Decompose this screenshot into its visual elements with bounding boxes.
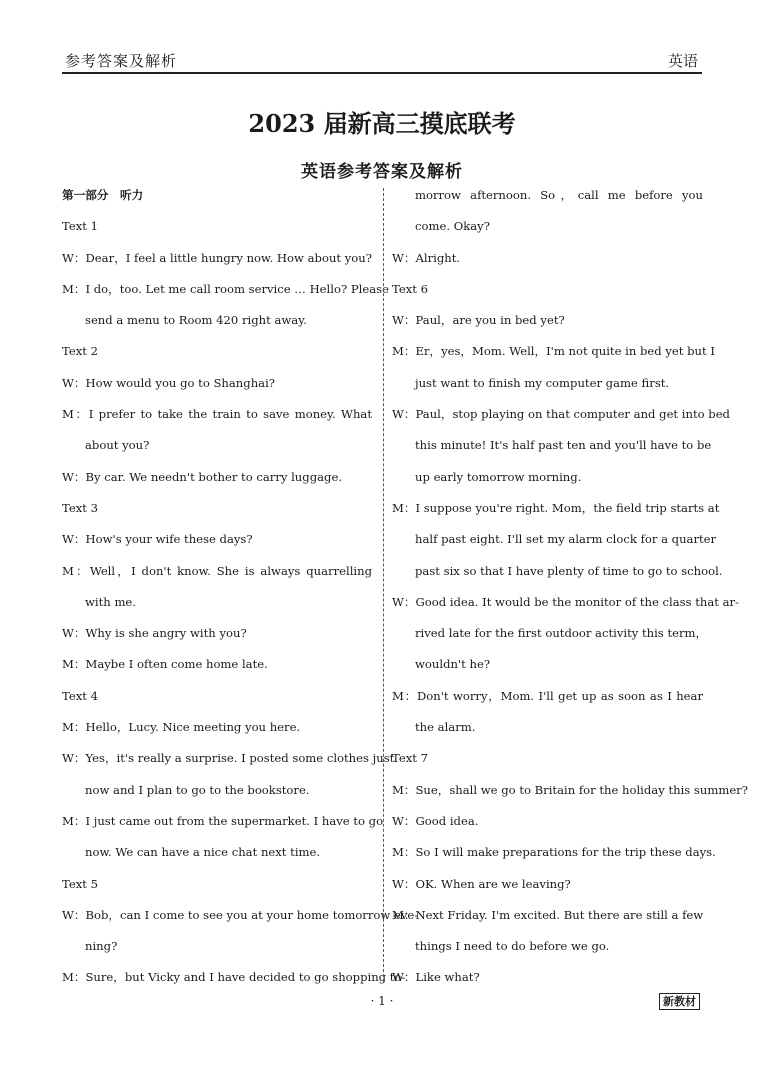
dialogue-line: wouldn't he? — [415, 657, 491, 672]
dialogue-line: W：Dear，I feel a little hungry now. How about you? — [62, 250, 372, 265]
dialogue-line: W：Why is she angry with you? — [62, 626, 247, 641]
dialogue-line: W：Good idea. — [392, 813, 479, 828]
dialogue-line: now. We can have a nice chat next time. — [85, 845, 321, 860]
dialogue-line: rived late for the first outdoor activity this term， — [415, 626, 708, 641]
dialogue-line: with me. — [85, 594, 136, 609]
dialogue-line: M：Maybe I often come home late. — [62, 657, 268, 672]
text-heading: Text 7 — [392, 751, 428, 766]
dialogue-line: W：Paul，stop playing on that computer and get into bed — [392, 407, 730, 422]
dialogue-line: past six so that I have plenty of time to go to school. — [415, 563, 723, 578]
column-divider — [383, 188, 384, 982]
page-subtitle: 英语参考答案及解析 — [301, 162, 463, 182]
dialogue-line: M：Er，yes，Mom. Well，I'm not quite in bed yet but I — [392, 344, 715, 359]
edition-badge: 新教材 — [659, 993, 700, 1010]
text-heading: Text 5 — [62, 876, 98, 891]
dialogue-line: morrow afternoon. So，call me before you — [415, 188, 703, 202]
text-heading: Text 2 — [62, 344, 98, 359]
page-title: 2023 届新高三摸底联考 — [248, 109, 516, 138]
dialogue-line: ning? — [85, 939, 118, 954]
dialogue-line: M：Hello，Lucy. Nice meeting you here. — [62, 720, 301, 735]
dialogue-line: W：Bob，can I come to see you at your home tomorrow eve- — [62, 907, 419, 922]
dialogue-line: M：Well，I don't know. She is always quarrelling — [62, 563, 372, 578]
dialogue-line: half past eight. I'll set my alarm clock for a quarter — [415, 532, 717, 547]
dialogue-line: W：Paul，are you in bed yet? — [392, 313, 565, 328]
text-heading: Text 1 — [62, 219, 98, 234]
dialogue-line: M：I prefer to take the train to save money. What — [62, 407, 372, 422]
dialogue-line: W：Good idea. It would be the monitor of the class that ar- — [392, 594, 739, 609]
dialogue-line: up early tomorrow morning. — [415, 469, 582, 484]
dialogue-line: M：I do，too. Let me call room service … Hello? Please — [62, 281, 389, 296]
dialogue-line: M：Sure，but Vicky and I have decided to go shopping to- — [62, 970, 406, 985]
dialogue-line: things I need to do before we go. — [415, 939, 610, 954]
dialogue-line: W：How's your wife these days? — [62, 532, 253, 547]
dialogue-line: M：Don't worry，Mom. I'll get up as soon as I hear — [392, 688, 703, 703]
dialogue-line: send a menu to Room 420 right away. — [85, 313, 307, 328]
header-title: 参考答案及解析 — [65, 52, 178, 70]
dialogue-line: M：Next Friday. I'm excited. But there are still a few — [392, 907, 704, 922]
dialogue-line: W：How would you go to Shanghai? — [62, 375, 276, 390]
right-column — [392, 180, 748, 994]
text-heading: Text 6 — [392, 281, 428, 296]
dialogue-line: M：I just came out from the supermarket. I have to go — [62, 813, 384, 828]
dialogue-line: come. Okay? — [415, 219, 490, 234]
text-heading: Text 4 — [62, 688, 98, 703]
dialogue-line: W：OK. When are we leaving? — [392, 876, 571, 891]
dialogue-line: W：By car. We needn't bother to carry luggage. — [62, 469, 342, 484]
dialogue-line: W：Like what? — [392, 970, 480, 985]
dialogue-line: now and I plan to go to the bookstore. — [85, 782, 310, 797]
dialogue-line: just want to finish my computer game first. — [415, 375, 670, 390]
section-heading: 第一部分 听力 — [62, 188, 144, 202]
dialogue-line: the alarm. — [415, 720, 476, 735]
dialogue-line: W：Alright. — [392, 250, 461, 265]
dialogue-line: W：Yes，it's really a surprise. I posted some clothes just — [62, 751, 395, 766]
dialogue-line: M：I suppose you're right. Mom，the field trip starts at — [392, 500, 720, 515]
dialogue-line: M：Sue，shall we go to Britain for the holiday this summer? — [392, 782, 748, 797]
header-rule — [62, 72, 702, 74]
dialogue-line: M：So I will make preparations for the trip these days. — [392, 845, 716, 860]
dialogue-line: about you? — [85, 438, 150, 453]
page-number: · 1 · — [370, 994, 394, 1008]
header-subject: 英语 — [667, 52, 698, 70]
text-heading: Text 3 — [62, 500, 98, 515]
dialogue-line: this minute! It's half past ten and you'll have to be — [415, 438, 712, 453]
